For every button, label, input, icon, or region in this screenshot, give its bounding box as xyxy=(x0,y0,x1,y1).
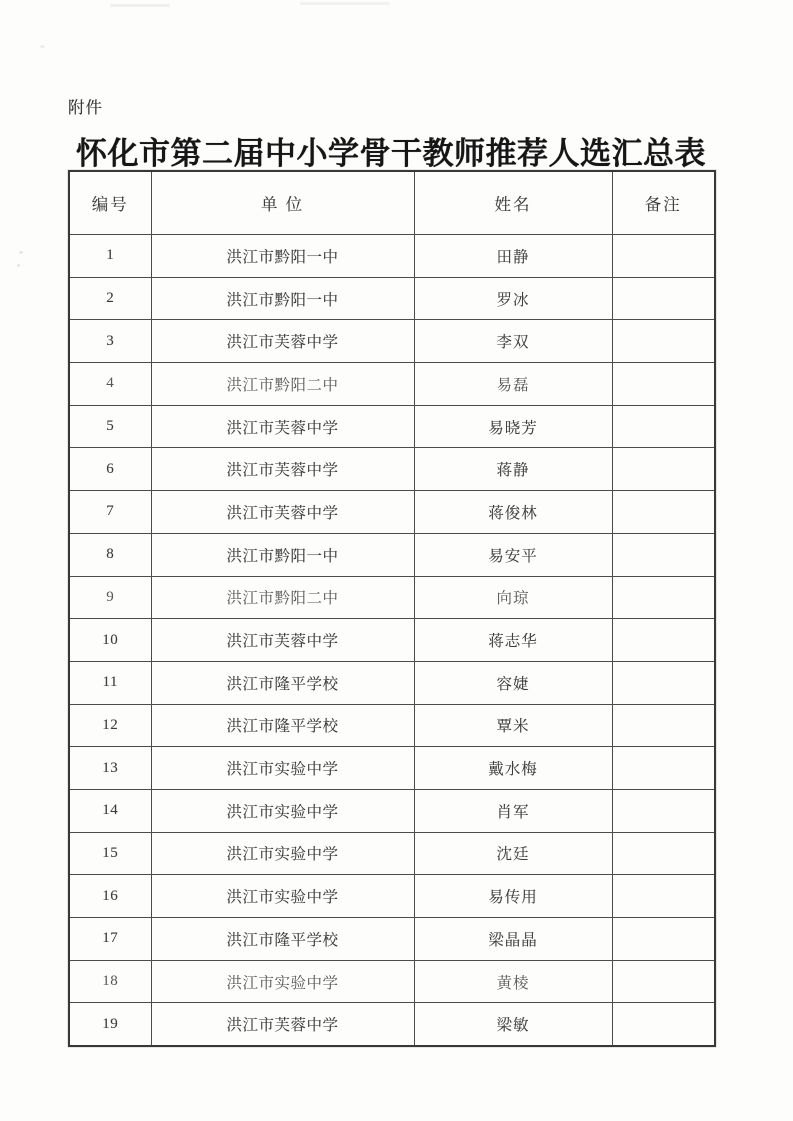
scan-speck xyxy=(40,45,45,48)
cell-remark xyxy=(612,576,715,619)
cell-number: 17 xyxy=(69,918,151,961)
attachment-label: 附件 xyxy=(68,98,103,117)
cell-unit: 洪江市实验中学 xyxy=(151,747,414,790)
cell-unit: 洪江市黔阳一中 xyxy=(151,235,414,278)
cell-name: 蒋志华 xyxy=(414,619,612,662)
cell-remark xyxy=(612,661,715,704)
cell-number: 19 xyxy=(69,1003,151,1046)
cell-remark xyxy=(612,448,715,491)
cell-number: 5 xyxy=(69,405,151,448)
table-row xyxy=(69,918,715,961)
cell-remark xyxy=(612,533,715,576)
table-row xyxy=(69,235,715,278)
cell-name: 戴水梅 xyxy=(414,747,612,790)
cell-number: 18 xyxy=(69,960,151,1003)
cell-unit: 洪江市黔阳二中 xyxy=(151,576,414,619)
cell-name: 容婕 xyxy=(414,661,612,704)
cell-name: 蒋静 xyxy=(414,448,612,491)
cell-unit: 洪江市隆平学校 xyxy=(151,918,414,961)
cell-name: 易磊 xyxy=(414,363,612,406)
column-header-number: 编号 xyxy=(69,171,151,235)
table-row xyxy=(69,320,715,363)
table-row xyxy=(69,448,715,491)
scan-streak xyxy=(300,2,390,5)
cell-number: 11 xyxy=(69,661,151,704)
cell-unit: 洪江市芙蓉中学 xyxy=(151,1003,414,1046)
table-row xyxy=(69,747,715,790)
table-row xyxy=(69,277,715,320)
cell-name: 李双 xyxy=(414,320,612,363)
column-header-name: 姓名 xyxy=(414,171,612,235)
cell-name: 梁晶晶 xyxy=(414,918,612,961)
table-row xyxy=(69,1003,715,1046)
table-row xyxy=(69,619,715,662)
cell-name: 肖军 xyxy=(414,789,612,832)
cell-unit: 洪江市芙蓉中学 xyxy=(151,405,414,448)
table-row xyxy=(69,576,715,619)
cell-unit: 洪江市实验中学 xyxy=(151,960,414,1003)
table-row xyxy=(69,875,715,918)
cell-number: 12 xyxy=(69,704,151,747)
cell-number: 7 xyxy=(69,491,151,534)
cell-name: 梁敏 xyxy=(414,1003,612,1046)
cell-name: 黄棱 xyxy=(414,960,612,1003)
cell-unit: 洪江市黔阳一中 xyxy=(151,277,414,320)
cell-name: 易安平 xyxy=(414,533,612,576)
cell-name: 向琼 xyxy=(414,576,612,619)
cell-remark xyxy=(612,1003,715,1046)
table-row xyxy=(69,832,715,875)
cell-remark xyxy=(612,320,715,363)
cell-remark xyxy=(612,789,715,832)
cell-number: 1 xyxy=(69,235,151,278)
cell-unit: 洪江市实验中学 xyxy=(151,832,414,875)
cell-number: 15 xyxy=(69,832,151,875)
table-row xyxy=(69,661,715,704)
table-row xyxy=(69,960,715,1003)
table-header-row xyxy=(69,171,715,235)
cell-number: 16 xyxy=(69,875,151,918)
cell-remark xyxy=(612,491,715,534)
cell-unit: 洪江市芙蓉中学 xyxy=(151,448,414,491)
cell-name: 易传用 xyxy=(414,875,612,918)
cell-name: 易晓芳 xyxy=(414,405,612,448)
cell-remark xyxy=(612,363,715,406)
cell-number: 8 xyxy=(69,533,151,576)
table-row xyxy=(69,491,715,534)
cell-unit: 洪江市芙蓉中学 xyxy=(151,619,414,662)
cell-unit: 洪江市黔阳一中 xyxy=(151,533,414,576)
cell-number: 4 xyxy=(69,363,151,406)
cell-number: 9 xyxy=(69,576,151,619)
scan-speck xyxy=(19,251,23,254)
cell-name: 覃米 xyxy=(414,704,612,747)
cell-unit: 洪江市隆平学校 xyxy=(151,661,414,704)
cell-name: 沈廷 xyxy=(414,832,612,875)
cell-number: 14 xyxy=(69,789,151,832)
scan-speck xyxy=(17,264,20,267)
cell-remark xyxy=(612,747,715,790)
table-row xyxy=(69,405,715,448)
table-row xyxy=(69,533,715,576)
column-header-unit: 单 位 xyxy=(151,171,414,235)
cell-number: 6 xyxy=(69,448,151,491)
cell-remark xyxy=(612,619,715,662)
table-row xyxy=(69,363,715,406)
cell-unit: 洪江市芙蓉中学 xyxy=(151,320,414,363)
cell-name: 蒋俊林 xyxy=(414,491,612,534)
scan-streak xyxy=(110,4,170,7)
cell-remark xyxy=(612,405,715,448)
cell-number: 3 xyxy=(69,320,151,363)
cell-name: 田静 xyxy=(414,235,612,278)
cell-remark xyxy=(612,704,715,747)
cell-unit: 洪江市实验中学 xyxy=(151,789,414,832)
cell-unit: 洪江市黔阳二中 xyxy=(151,363,414,406)
cell-number: 10 xyxy=(69,619,151,662)
table-body xyxy=(69,235,715,1047)
cell-remark xyxy=(612,875,715,918)
cell-remark xyxy=(612,235,715,278)
cell-remark xyxy=(612,832,715,875)
teacher-roster-table xyxy=(68,170,716,1047)
cell-number: 13 xyxy=(69,747,151,790)
cell-remark xyxy=(612,960,715,1003)
column-header-remark: 备注 xyxy=(612,171,715,235)
cell-remark xyxy=(612,277,715,320)
cell-unit: 洪江市隆平学校 xyxy=(151,704,414,747)
cell-number: 2 xyxy=(69,277,151,320)
table-row xyxy=(69,704,715,747)
cell-unit: 洪江市实验中学 xyxy=(151,875,414,918)
document-title: 怀化市第二届中小学骨干教师推荐人选汇总表 xyxy=(76,136,706,171)
cell-remark xyxy=(612,918,715,961)
cell-name: 罗冰 xyxy=(414,277,612,320)
table-row xyxy=(69,789,715,832)
cell-unit: 洪江市芙蓉中学 xyxy=(151,491,414,534)
